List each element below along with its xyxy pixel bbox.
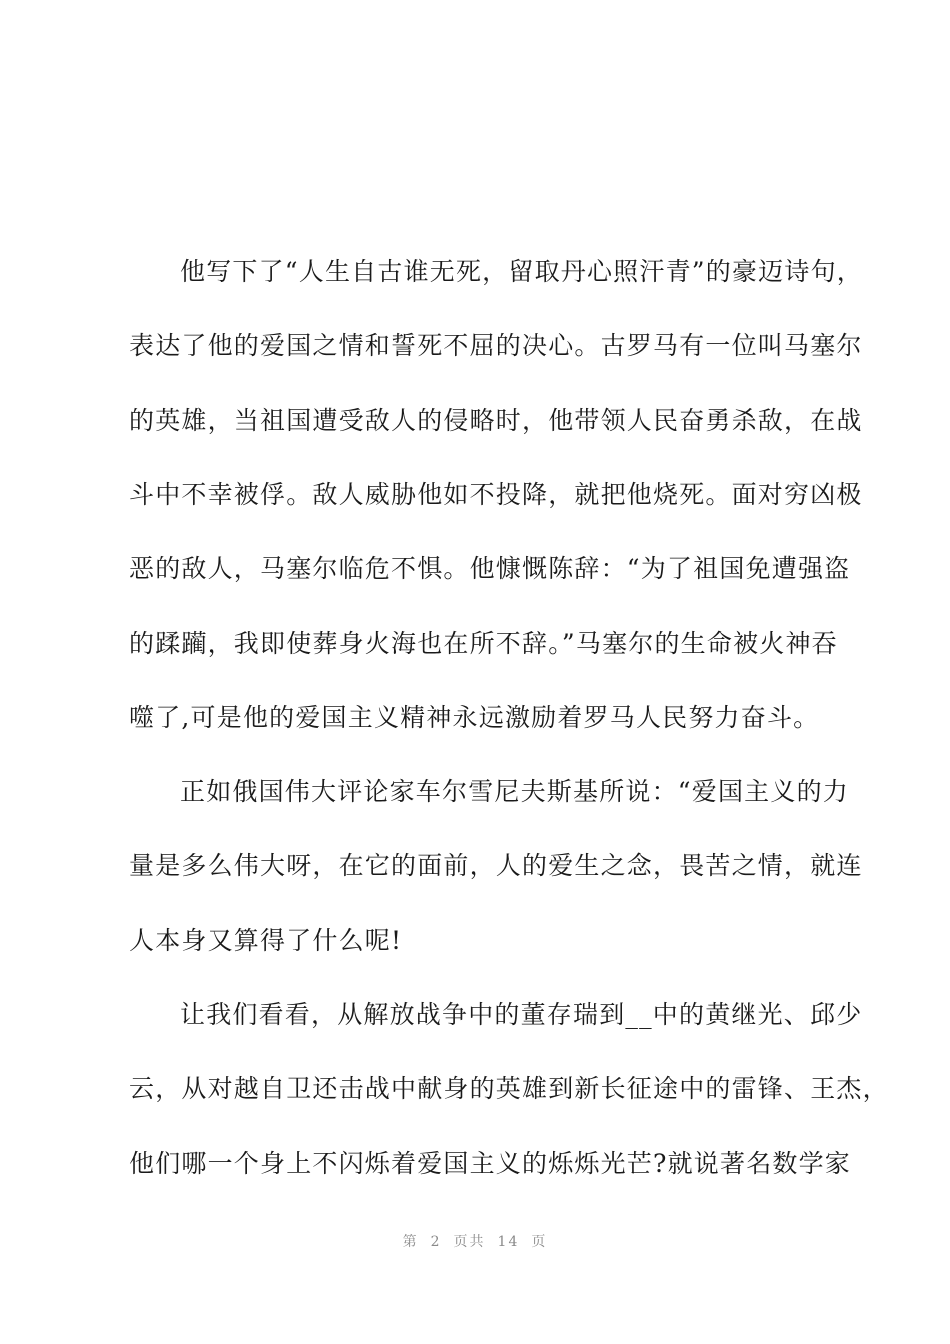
text-line: 恶的敌人，马塞尔临危不惧。他慷慨陈辞：“为了祖国免遭强盗: [129, 554, 851, 583]
text-line: 的蹂躏，我即使葬身火海也在所不辞。”马塞尔的生命被火神吞: [129, 629, 838, 658]
footer-ye-gong: 页共: [453, 1234, 486, 1250]
text-line: 斗中不幸被俘。敌人威胁他如不投降，就把他烧死。面对穷凶极: [129, 480, 863, 509]
text-line: 云，从对越自卫还击战中献身的英雄到新长征途中的雷锋、王杰，: [129, 1074, 889, 1103]
text-line: 的英雄，当祖国遭受敌人的侵略时，他带领人民奋勇杀敌，在战: [129, 406, 863, 435]
text-line: 正如俄国伟大评论家车尔雪尼夫斯基所说：“爱国主义的力: [180, 777, 849, 806]
text-line: 量是多么伟大呀，在它的面前，人的爱生之念，畏苦之情，就连: [129, 851, 863, 880]
text-line: 噬了,可是他的爱国主义精神永远激励着罗马人民努力奋斗。: [129, 703, 820, 732]
page-footer: [0, 1231, 950, 1251]
footer-di: 第: [402, 1234, 419, 1250]
text-line: 人本身又算得了什么呢!: [129, 926, 403, 955]
text-line: 他们哪一个身上不闪烁着爱国主义的烁烁光芒?就说著名数学家: [129, 1149, 852, 1178]
footer-page-number: 2: [430, 1234, 442, 1250]
footer-ye: 页: [531, 1234, 548, 1250]
text-line: 表达了他的爱国之情和誓死不屈的决心。古罗马有一位叫马塞尔: [129, 331, 863, 360]
text-line: 他写下了“人生自古谁无死，留取丹心照汗青”的豪迈诗句，: [180, 257, 863, 286]
text-line: 让我们看看，从解放战争中的董存瑞到__中的黄继光、邱少: [180, 1000, 863, 1029]
footer-total-pages: 14: [497, 1234, 520, 1250]
